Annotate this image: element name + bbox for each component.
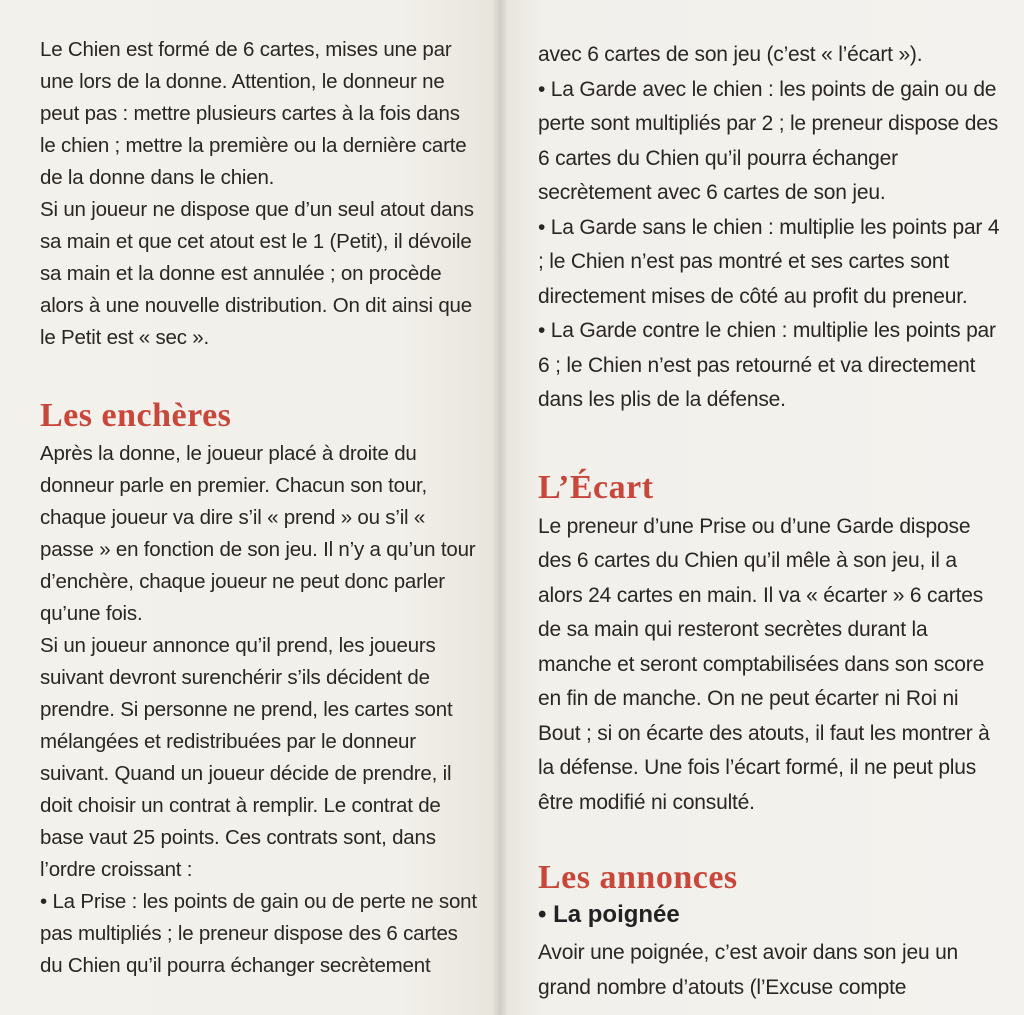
petit-sec-paragraph: Si un joueur ne dispose que d’un seul atout dans sa main et que cet atout est le 1 (Petit), il dévoile sa main et la donne est annulée ; on procède alors à une nouvelle distribution. On dit ainsi que le Petit est « sec ».: [40, 198, 474, 349]
ecart-heading: L’Écart: [538, 468, 654, 506]
prise-contract-paragraph: • La Prise : les points de gain ou de perte ne sont pas multipliés ; le preneur dispose des 6 cartes du Chien qu’il pourra échanger secrètement: [40, 890, 477, 977]
encheres-heading: Les enchères: [40, 397, 232, 434]
right-page: [500, 0, 1024, 1015]
contract-paragraph: avec 6 cartes de son jeu (c’est « l’écart »).: [538, 43, 923, 66]
book-gutter: [492, 0, 508, 1015]
garde-sans-paragraph: • La Garde sans le chien : multiplie les points par 4 ; le Chien n’est pas montré et ses cartes sont directement mises de côté au profit du preneur.: [538, 215, 1000, 308]
poignee-paragraph: Avoir une poignée, c’est avoir dans son jeu un grand nombre d’atouts (l’Excuse compte: [538, 941, 959, 999]
annonces-heading: Les annonces: [538, 859, 738, 896]
garde-contre-paragraph: • La Garde contre le chien : multiplie les points par 6 ; le Chien n’est pas retourné et va directement dans les plis de la défense.: [538, 319, 996, 411]
encheres-paragraph: Après la donne, le joueur placé à droite du donneur parle en premier. Chacun son tour, chaque joueur va dire s’il « prend » ou s’il « passe » en fonction de son jeu. Il n’y a qu’un tour d’enchère, chaque joueur ne peut donc parler qu’une fois.: [40, 442, 476, 625]
chien-rule-paragraph: Le Chien est formé de 6 cartes, mises une par une lors de la donne. Attention, le donneur ne peut pas : mettre plusieurs cartes à la fois dans le chien ; mettre la première ou la dernière carte de la donne dans le chien.: [40, 38, 467, 189]
garde-avec-paragraph: • La Garde avec le chien : les points de gain ou de perte sont multipliés par 2 ; le preneur dispose des 6 cartes du Chien qu’il pourra échanger secrètement avec 6 cartes de son jeu.: [538, 77, 999, 204]
left-page: [0, 0, 500, 1015]
ecart-paragraph: Le preneur d’une Prise ou d’une Garde dispose des 6 cartes du Chien qu’il mêle à son jeu, il a alors 24 cartes en main. Il va « écarter » 6 cartes de sa main qui resteront secrètes durant la manche et seront comptabilisées dans son score en fin de manche. On ne peut écarter ni Roi ni Bout ; si on écarte des atouts, il faut les montrer à la défense. Une fois l’écart formé, il ne peut plus être modifié ni consulté.: [538, 514, 990, 814]
encheres-paragraph: Si un joueur annonce qu’il prend, les joueurs suivant devront surenchérir s’ils décident de prendre. Si personne ne prend, les cartes sont mélangées et redistribuées par le donneur suivant. Quand un joueur décide de prendre, il doit choisir un contrat à remplir. Le contrat de base vaut 25 points. Ces contrats sont, dans l’ordre croissant :: [40, 634, 453, 881]
poignee-subheading: • La poignée: [538, 901, 680, 928]
